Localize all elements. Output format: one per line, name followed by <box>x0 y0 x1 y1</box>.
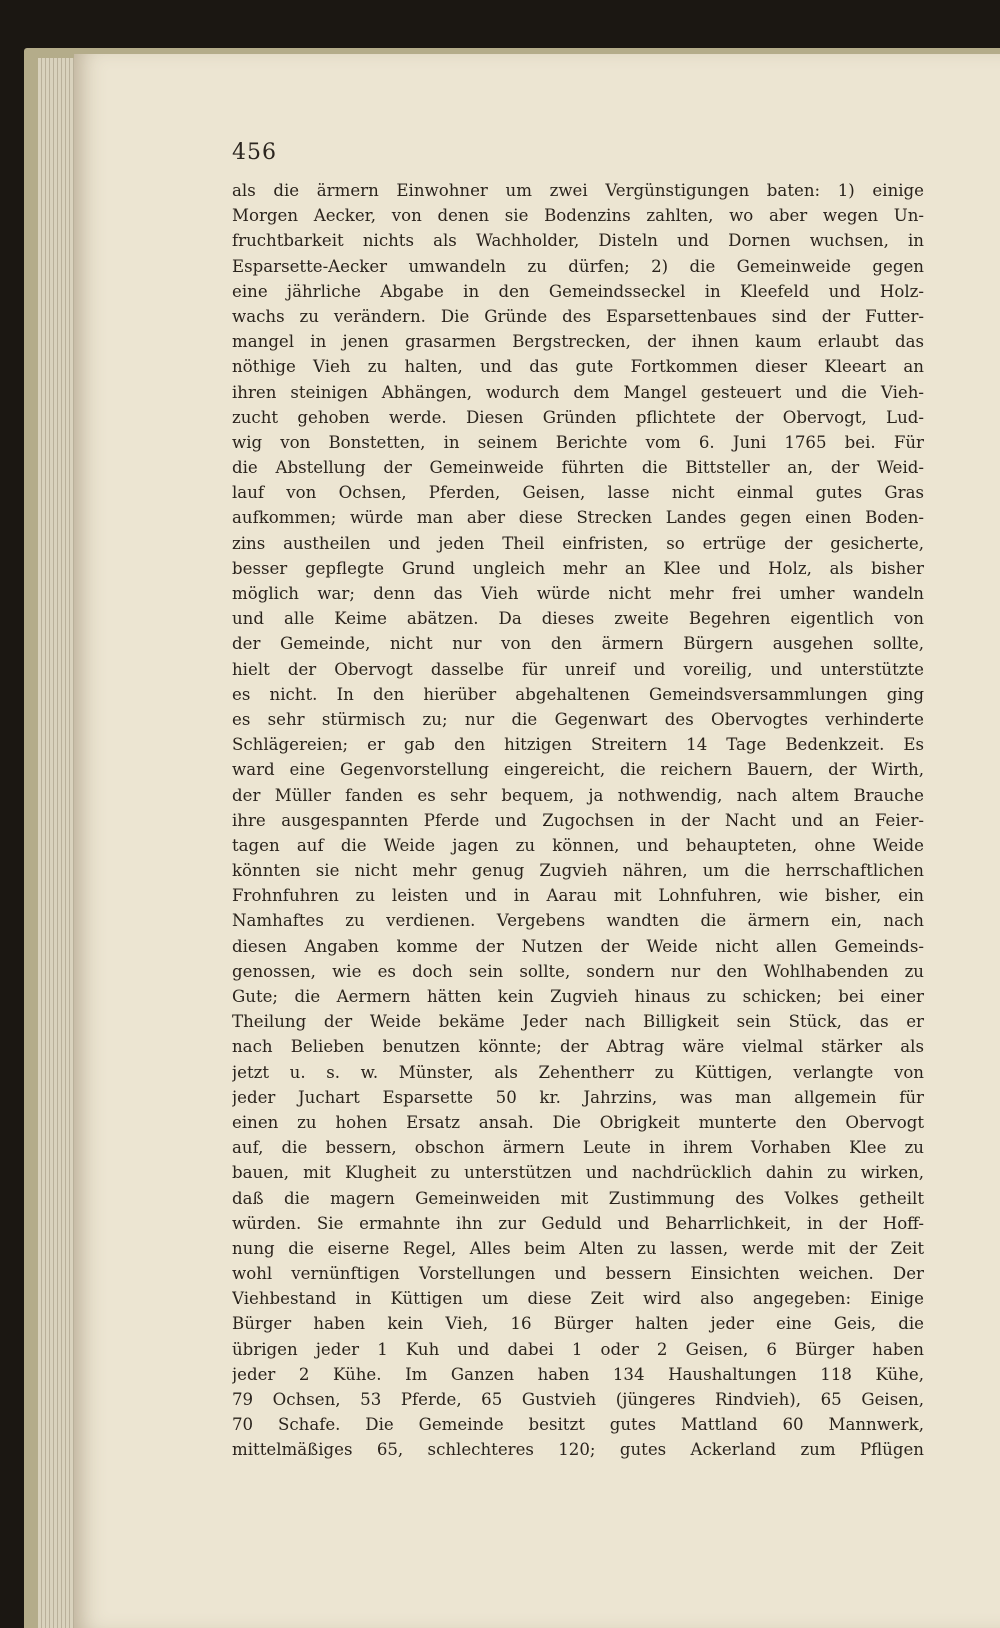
text-line: Gute; die Aermern hätten kein Zugvieh hinaus zu schicken; bei einer <box>232 987 924 1006</box>
text-line: Viehbestand in Küttigen um diese Zeit wird also angegeben: Einige <box>232 1289 924 1309</box>
text-line: 79 Ochsen, 53 Pferde, 65 Gustvieh (jüngeres Rindvieh), 65 Geisen, <box>232 1390 924 1409</box>
text-line: eine jährliche Abgabe in den Gemeindsseckel in Kleefeld und Holz- <box>232 281 924 301</box>
text-line: möglich war; denn das Vieh würde nicht mehr frei umher wandeln <box>232 584 924 603</box>
text-line: jetzt u. s. w. Münster, als Zehentherr zu Küttigen, verlangte von <box>232 1062 924 1082</box>
text-line: genossen, wie es doch sein sollte, sondern nur den Wohlhabenden zu <box>232 961 924 981</box>
page-number: 456 <box>232 140 277 165</box>
text-line: hielt der Obervogt dasselbe für unreif und voreilig, und unterstützte <box>232 659 924 679</box>
text-line: nach Belieben benutzen könnte; der Abtrag wäre vielmal stärker als <box>232 1037 924 1057</box>
text-line: mittelmäßiges 65, schlechteres 120; gutes Ackerland zum Pflügen <box>232 1440 924 1460</box>
text-line: aufkommen; würde man aber diese Strecken Landes gegen einen Boden- <box>232 508 924 528</box>
text-line: ihre ausgespannten Pferde und Zugochsen in der Nacht und an Feier- <box>232 810 924 830</box>
text-line: jeder Juchart Esparsette 50 kr. Jahrzins, was man allgemein für <box>232 1087 924 1107</box>
text-line: ward eine Gegenvorstellung eingereicht, die reichern Bauern, der Wirth, <box>232 760 924 780</box>
text-line: nöthige Vieh zu halten, und das gute Fortkommen dieser Kleeart an <box>232 357 924 377</box>
text-line: zucht gehoben werde. Diesen Gründen pflichtete der Obervogt, Lud- <box>232 407 924 427</box>
text-line: fruchtbarkeit nichts als Wachholder, Disteln und Dornen wuchsen, in <box>232 231 924 251</box>
text-line: die Abstellung der Gemeinweide führten die Bittsteller an, der Weid- <box>232 458 924 478</box>
page-edges <box>38 58 78 1628</box>
text-line: Bürger haben kein Vieh, 16 Bürger halten jeder eine Geis, die <box>232 1314 924 1334</box>
text-line: lauf von Ochsen, Pferden, Geisen, lasse nicht einmal gutes Gras <box>232 483 924 503</box>
text-line: nung die eiserne Regel, Alles beim Alten zu lassen, werde mit der Zeit <box>232 1238 924 1258</box>
text-line: Esparsette-Aecker umwandeln zu dürfen; 2) die Gemeinweide gegen <box>232 256 924 276</box>
text-line: wachs zu verändern. Die Gründe des Esparsettenbaues sind der Futter- <box>232 306 924 326</box>
text-line: 70 Schafe. Die Gemeinde besitzt gutes Mattland 60 Mannwerk, <box>232 1415 924 1435</box>
text-line: könnten sie nicht mehr genug Zugvieh nähren, um die herrschaftlichen <box>232 861 924 881</box>
text-line: auf, die bessern, obschon ärmern Leute in ihrem Vorhaben Klee zu <box>232 1138 924 1158</box>
text-line: jeder 2 Kühe. Im Ganzen haben 134 Haushaltungen 118 Kühe, <box>232 1364 924 1384</box>
text-line: der Müller fanden es sehr bequem, ja nothwendig, nach altem Brauche <box>232 785 924 805</box>
text-line: Theilung der Weide bekäme Jeder nach Billigkeit sein Stück, das er <box>232 1012 924 1032</box>
text-line: und alle Keime abätzen. Da dieses zweite Begehren eigentlich von <box>232 609 924 629</box>
text-line: würden. Sie ermahnte ihn zur Geduld und Beharrlichkeit, in der Hoff- <box>232 1213 924 1233</box>
body-text <box>232 178 924 1460</box>
text-line: es nicht. In den hierüber abgehaltenen Gemeindsversammlungen ging <box>232 684 924 704</box>
text-line: zins austheilen und jeden Theil einfristen, so ertrüge der gesicherte, <box>232 533 924 553</box>
text-line: es sehr stürmisch zu; nur die Gegenwart des Obervogtes verhinderte <box>232 709 924 729</box>
text-line: besser gepflegte Grund ungleich mehr an Klee und Holz, als bisher <box>232 558 924 578</box>
text-line: übrigen jeder 1 Kuh und dabei 1 oder 2 Geisen, 6 Bürger haben <box>232 1339 924 1359</box>
text-line: als die ärmern Einwohner um zwei Vergünstigungen baten: 1) einige <box>232 181 924 200</box>
text-line: Morgen Aecker, von denen sie Bodenzins zahlten, wo aber wegen Un- <box>232 206 924 226</box>
text-line: bauen, mit Klugheit zu unterstützen und nachdrücklich dahin zu wirken, <box>232 1163 924 1183</box>
text-line: diesen Angaben komme der Nutzen der Weide nicht allen Gemeinds- <box>232 936 924 956</box>
text-line: der Gemeinde, nicht nur von den ärmern Bürgern ausgehen sollte, <box>232 634 924 654</box>
text-line: tagen auf die Weide jagen zu können, und behaupteten, ohne Weide <box>232 835 924 855</box>
text-line: Schlägereien; er gab den hitzigen Streitern 14 Tage Bedenkzeit. Es <box>232 735 924 755</box>
text-line: Namhaftes zu verdienen. Vergebens wandten die ärmern ein, nach <box>232 911 924 931</box>
text-line: einen zu hohen Ersatz ansah. Die Obrigkeit munterte den Obervogt <box>232 1112 924 1132</box>
text-line: wig von Bonstetten, in seinem Berichte vom 6. Juni 1765 bei. Für <box>232 432 924 452</box>
text-line: wohl vernünftigen Vorstellungen und bessern Einsichten weichen. Der <box>232 1264 924 1284</box>
text-line: Frohnfuhren zu leisten und in Aarau mit Lohnfuhren, wie bisher, ein <box>232 886 924 906</box>
text-line: mangel in jenen grasarmen Bergstrecken, der ihnen kaum erlaubt das <box>232 332 924 352</box>
text-line: ihren steinigen Abhängen, wodurch dem Mangel gesteuert und die Vieh- <box>232 382 924 402</box>
text-line: daß die magern Gemeinweiden mit Zustimmung des Volkes getheilt <box>232 1188 924 1208</box>
